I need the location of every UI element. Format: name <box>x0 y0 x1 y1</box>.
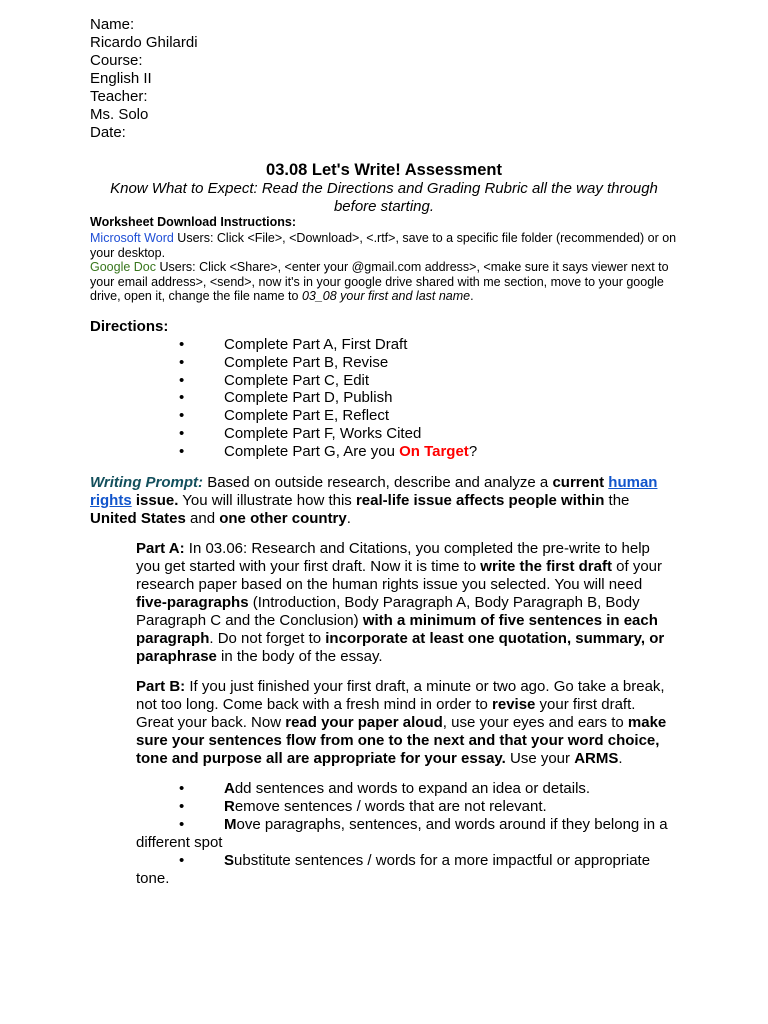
bullet: • <box>179 336 185 353</box>
list-item <box>0 336 768 354</box>
page-title: 03.08 Let's Write! Assessment <box>266 161 502 179</box>
part-b-text: your first draft. Great your back. Now <box>136 696 636 731</box>
bullet: • <box>179 424 185 442</box>
arms-letter: M <box>224 816 237 833</box>
microsoft-word-label: Microsoft Word <box>90 231 174 245</box>
list-item <box>136 852 676 888</box>
part-b-text: , use your eyes and ears to <box>442 714 628 731</box>
prompt-bold: issue. <box>131 492 179 509</box>
prompt-text: . <box>346 510 351 527</box>
header-fields <box>90 16 198 142</box>
direction-text: Complete Part D, Publish <box>224 389 393 407</box>
arms-text: emove sentences / words that are not relevant. <box>234 798 547 815</box>
teacher-value: Ms. Solo <box>90 106 149 123</box>
teacher-label: Teacher: <box>90 88 148 105</box>
part-b-bold: make sure your sentences flow from one to the next and that your word choice, tone and purpose all are appropriate for your essay. <box>136 714 667 767</box>
direction-text: Complete Part A, First Draft <box>224 336 408 353</box>
google-doc-text: Users: Click <Share>, <enter your @gmail.com address>, <make sure it says viewer next to your email address>, <send>, now it's in your google drive shared with me section, move to your google drive, open it, change the file name to <box>90 260 669 303</box>
part-a-bold: incorporate at least one quotation, summary, or paraphrase <box>136 630 665 665</box>
part-b-bold: revise <box>492 696 536 713</box>
part-a-bold: five-paragraphs <box>136 594 249 611</box>
directions-heading: Directions: <box>90 318 169 335</box>
human-rights-link[interactable]: human rights <box>90 474 658 509</box>
name-value: Ricardo Ghilardi <box>90 34 198 51</box>
name-label: Name: <box>90 16 135 33</box>
google-doc-label: Google Doc <box>90 260 157 274</box>
list-item <box>0 389 768 407</box>
part-a-text: (Introduction, Body Paragraph A, Body Paragraph B, Body Paragraph C and the Conclusion) <box>136 594 640 629</box>
bullet: • <box>179 389 185 407</box>
list-item <box>0 372 768 390</box>
arms-text: ubstitute sentences / words for a more impactful or appropriate tone. <box>136 852 651 887</box>
part-b-text: Use your <box>505 750 575 767</box>
arms-letter: A <box>224 780 235 797</box>
bullet: • <box>179 442 185 460</box>
prompt-text: You will illustrate how this <box>178 492 356 509</box>
list-item <box>136 780 676 798</box>
direction-text <box>224 443 477 461</box>
arms-letter: R <box>224 798 235 815</box>
bullet: • <box>179 353 185 371</box>
direction-text: Complete Part C, Edit <box>224 371 370 389</box>
microsoft-word-text: Users: Click <File>, <Download>, <.rtf>, save to a specific file folder (recommended) or on your desktop. <box>90 231 677 260</box>
date-label: Date: <box>90 124 126 141</box>
bullet: • <box>179 798 185 815</box>
arms-text: dd sentences and words to expand an idea or details. <box>234 780 591 797</box>
part-a-label: Part A: <box>136 540 185 557</box>
bullet: • <box>179 407 185 425</box>
worksheet-google-instructions <box>90 260 680 304</box>
list-item <box>136 816 676 852</box>
direction-text: Complete Part B, Revise <box>224 353 389 371</box>
part-a-bold: write the first draft <box>480 558 612 575</box>
arms-text: ove paragraphs, sentences, and words around if they belong in a different spot <box>136 816 668 851</box>
prompt-text: the <box>604 492 630 509</box>
prompt-bold: United States <box>90 510 186 527</box>
prompt-bold: one other country <box>219 510 347 527</box>
bullet: • <box>179 371 185 389</box>
part-b-label: Part B: <box>136 678 186 695</box>
arms-letter: S <box>224 852 235 869</box>
part-b-bold: read your paper aloud <box>285 714 443 731</box>
direction-text: Complete Part F, Works Cited <box>224 424 422 442</box>
course-value: English II <box>90 70 152 87</box>
prompt-text: Based on outside research, describe and analyze a <box>203 474 553 491</box>
prompt-bold: real-life issue affects people within <box>355 492 605 509</box>
part-b-paragraph <box>136 678 676 768</box>
part-a-text: . Do not forget to <box>209 630 326 647</box>
bullet: • <box>179 780 185 797</box>
part-b-text: . <box>618 750 623 767</box>
prompt-bold: current <box>552 474 605 491</box>
page-subtitle: Know What to Expect: Read the Directions and Grading Rubric all the way through before starting. <box>110 180 658 215</box>
bullet: • <box>179 852 185 869</box>
worksheet-heading: Worksheet Download Instructions: <box>90 215 297 229</box>
bullet: • <box>179 816 185 833</box>
part-b-text: If you just finished your first draft, a minute or two ago. Go take a break, not too long. Come back with a fresh mind in order to <box>136 678 665 713</box>
writing-prompt <box>90 474 680 528</box>
list-item <box>0 354 768 372</box>
direction-last-suffix: ? <box>468 442 478 460</box>
list-item <box>136 798 676 816</box>
writing-prompt-label: Writing Prompt: <box>90 474 204 491</box>
part-a-text: In 03.06: Research and Citations, you completed the pre-write to help you get started with your first draft. Now it is time to <box>136 540 650 575</box>
list-item <box>0 407 768 425</box>
part-a-text: of your research paper based on the human rights issue you selected. You will need <box>136 558 663 593</box>
direction-text: Complete Part E, Reflect <box>224 407 390 425</box>
prompt-text: and <box>185 510 220 527</box>
part-a-bold: with a minimum of five sentences in each paragraph <box>136 612 658 647</box>
list-item <box>0 443 768 461</box>
part-a-paragraph <box>136 540 676 666</box>
on-target-highlight: On Target <box>399 442 469 460</box>
arms-list <box>136 780 676 888</box>
part-a-text: in the body of the essay. <box>216 648 383 665</box>
worksheet-microsoft-instructions <box>90 231 680 260</box>
list-item <box>0 425 768 443</box>
part-b-bold: ARMS <box>574 750 619 767</box>
google-doc-filename: 03_08 your first and last name <box>301 289 471 303</box>
directions-list <box>0 336 768 461</box>
google-doc-end: . <box>470 289 474 303</box>
direction-last-prefix: Complete Part G, Are you <box>224 442 400 460</box>
course-label: Course: <box>90 52 143 69</box>
